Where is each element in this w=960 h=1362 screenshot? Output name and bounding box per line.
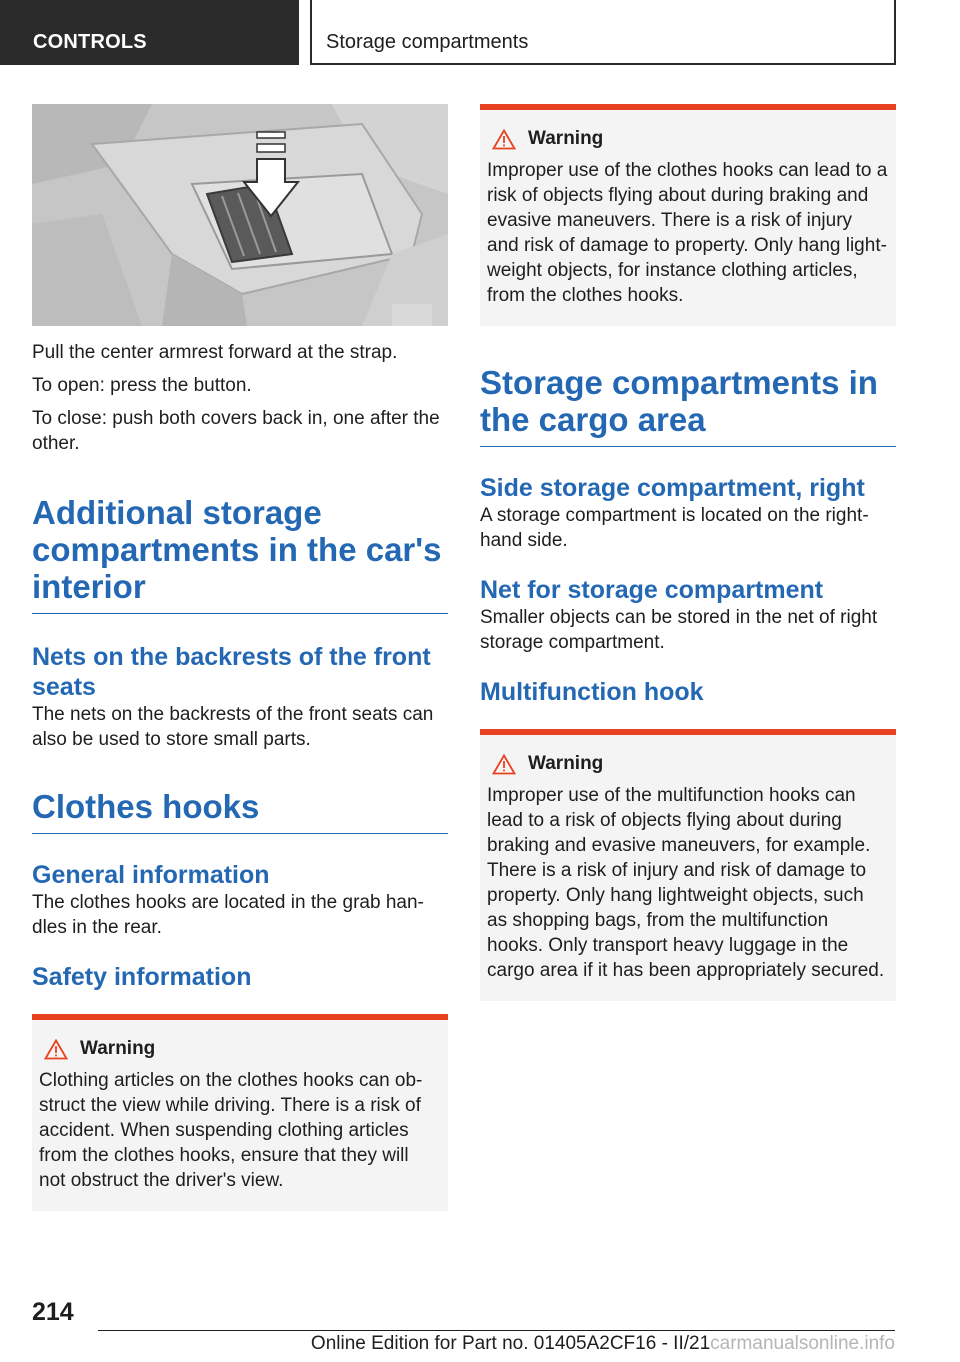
section-tab: CONTROLS (0, 0, 299, 65)
warning-triangle-icon (492, 129, 516, 150)
warning-text: Improper use of the clothes hooks can lead to a risk of objects flying about during braking and evasive maneuvers. There is a risk of injury and risk of damage to property. Only hang light-weight objects, for instance clothing articles, from the clothes hooks. (487, 160, 888, 306)
heading-net-storage: Net for storage compartment (480, 576, 824, 604)
heading-general-information: General information (32, 861, 270, 889)
net-storage-text: Smaller objects can be stored in the net of right storage compartment. (480, 607, 878, 653)
nets-text: The nets on the backrests of the front seats can also be used to store small parts. (32, 704, 434, 750)
heading-additional-storage: Additional storage compartments in the car's interior (32, 494, 448, 614)
right-column (480, 104, 896, 1001)
heading-safety-information: Safety information (32, 963, 252, 991)
warning-box (480, 729, 896, 1001)
intro-line: Pull the center armrest forward at the strap. (32, 342, 398, 363)
page-title: Storage compartments (310, 0, 896, 65)
warning-title: Warning (80, 1038, 156, 1059)
footer-divider (98, 1330, 895, 1331)
warning-box (480, 104, 896, 326)
side-storage-text: A storage compartment is located on the right-hand side. (480, 505, 869, 551)
warning-box (32, 1014, 448, 1211)
left-column (32, 104, 448, 1211)
heading-nets: Nets on the backrests of the front seats (32, 643, 431, 701)
heading-side-storage: Side storage compartment, right (480, 474, 865, 502)
heading-cargo-storage: Storage compartments in the cargo area (480, 364, 896, 447)
heading-clothes-hooks: Clothes hooks (32, 788, 448, 834)
warning-text: Clothing articles on the clothes hooks can ob-struct the view while driving. There is a risk of accident. When suspending clothing articles from the clothes hooks, ensure that they will not obstruct the driver's view. (39, 1070, 423, 1191)
page-number: 214 (32, 1298, 74, 1326)
warning-title: Warning (528, 128, 604, 149)
general-text: The clothes hooks are located in the grab han-dles in the rear. (32, 892, 424, 938)
warning-title: Warning (528, 753, 604, 774)
watermark: carmanualsonline.info (710, 1333, 895, 1354)
footer-edition (311, 1333, 895, 1355)
warning-triangle-icon (44, 1039, 68, 1060)
intro-line: To open: press the button. (32, 375, 252, 396)
armrest-illustration (32, 104, 448, 326)
edition-text: Online Edition for Part no. 01405A2CF16 - II/21 (310, 1333, 711, 1354)
heading-multifunction-hook: Multifunction hook (480, 678, 704, 706)
warning-text: Improper use of the multifunction hooks can lead to a risk of objects flying about during braking and evasive maneuvers, for example. There is a risk of injury and risk of damage to property. Only hang lightweight objects, such as shopping bags, from the multifunction hooks. Only transport heavy luggage in the cargo area if it has been appropriately secured. (487, 785, 885, 981)
warning-triangle-icon (492, 754, 516, 775)
intro-line: To close: push both covers back in, one after the other. (32, 408, 440, 454)
